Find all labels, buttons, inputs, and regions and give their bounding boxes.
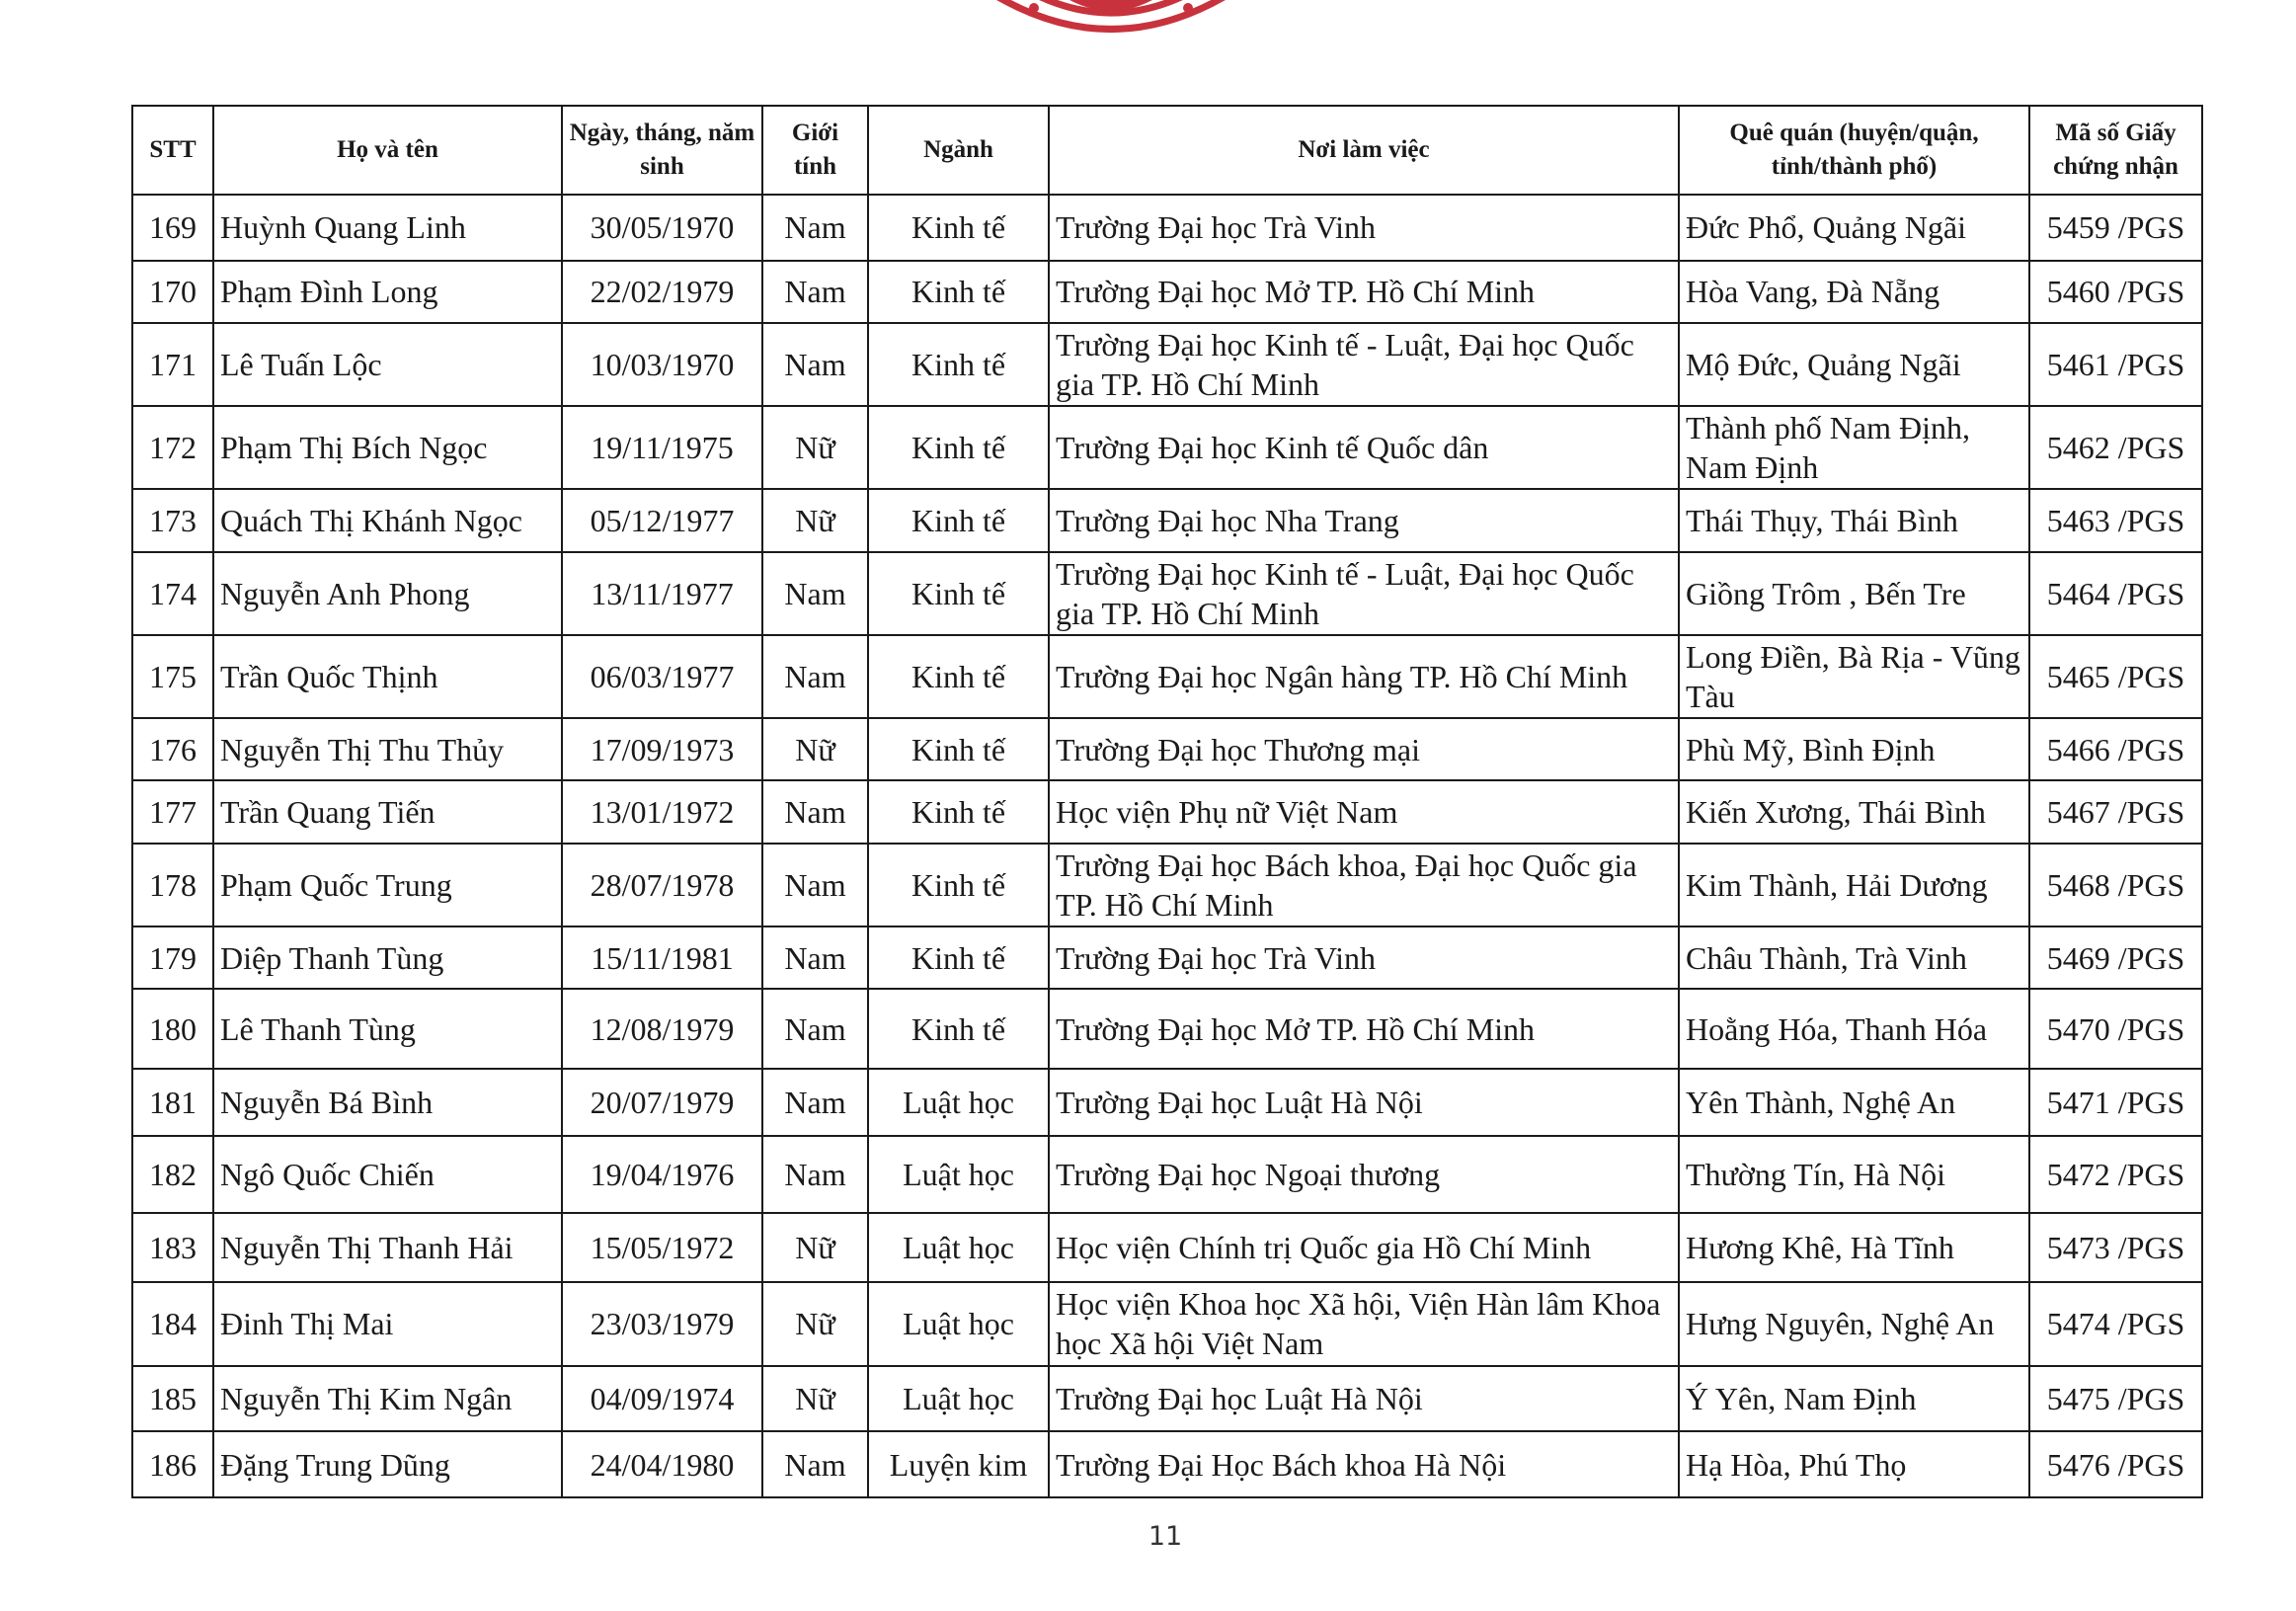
cell-gender: Nữ xyxy=(762,489,868,552)
table-row xyxy=(132,1069,2202,1136)
cell-field: Kinh tế xyxy=(868,635,1049,718)
page-number: 11 xyxy=(1148,1521,1183,1552)
cell-name: Nguyễn Thị Kim Ngân xyxy=(213,1366,562,1432)
official-seal-fragment xyxy=(963,0,1259,57)
cell-gender: Nữ xyxy=(762,1366,868,1432)
header-workplace: Nơi làm việc xyxy=(1049,106,1679,195)
cell-name: Nguyễn Anh Phong xyxy=(213,552,562,635)
cell-field: Kinh tế xyxy=(868,261,1049,324)
cell-certificate: 5474 /PGS xyxy=(2029,1282,2202,1366)
cell-stt: 172 xyxy=(132,406,213,489)
table-row xyxy=(132,1431,2202,1497)
cell-hometown: Giồng Trôm , Bến Tre xyxy=(1679,552,2029,635)
cell-field: Luật học xyxy=(868,1366,1049,1432)
cell-name: Quách Thị Khánh Ngọc xyxy=(213,489,562,552)
cell-field: Kinh tế xyxy=(868,195,1049,261)
cell-field: Kinh tế xyxy=(868,552,1049,635)
cell-stt: 170 xyxy=(132,261,213,324)
cell-certificate: 5460 /PGS xyxy=(2029,261,2202,324)
cell-field: Luật học xyxy=(868,1136,1049,1213)
table-row xyxy=(132,926,2202,990)
cell-gender: Nam xyxy=(762,1136,868,1213)
cell-stt: 185 xyxy=(132,1366,213,1432)
cell-dob: 13/01/1972 xyxy=(562,780,762,844)
cell-name: Trần Quốc Thịnh xyxy=(213,635,562,718)
cell-workplace: Trường Đại học Thương mại xyxy=(1049,718,1679,781)
cell-field: Luật học xyxy=(868,1213,1049,1282)
header-row xyxy=(132,106,2202,195)
cell-gender: Nam xyxy=(762,195,868,261)
cell-name: Nguyễn Thị Thu Thủy xyxy=(213,718,562,781)
cell-stt: 178 xyxy=(132,844,213,926)
cell-hometown: Hòa Vang, Đà Nẵng xyxy=(1679,261,2029,324)
cell-hometown: Mộ Đức, Quảng Ngãi xyxy=(1679,323,2029,406)
cell-certificate: 5475 /PGS xyxy=(2029,1366,2202,1432)
cell-certificate: 5470 /PGS xyxy=(2029,989,2202,1069)
header-hometown: Quê quán (huyện/quận, tỉnh/thành phố) xyxy=(1679,106,2029,195)
cell-hometown: Châu Thành, Trà Vinh xyxy=(1679,926,2029,990)
table-row xyxy=(132,718,2202,781)
cell-workplace: Trường Đại học Bách khoa, Đại học Quốc gia TP. Hồ Chí Minh xyxy=(1049,844,1679,926)
cell-stt: 181 xyxy=(132,1069,213,1136)
table-row xyxy=(132,989,2202,1069)
cell-field: Kinh tế xyxy=(868,926,1049,990)
cell-gender: Nam xyxy=(762,926,868,990)
cell-certificate: 5462 /PGS xyxy=(2029,406,2202,489)
cell-hometown: Long Điền, Bà Rịa - Vũng Tàu xyxy=(1679,635,2029,718)
cell-gender: Nam xyxy=(762,780,868,844)
cell-dob: 04/09/1974 xyxy=(562,1366,762,1432)
cell-hometown: Phù Mỹ, Bình Định xyxy=(1679,718,2029,781)
cell-workplace: Trường Đại Học Bách khoa Hà Nội xyxy=(1049,1431,1679,1497)
cell-dob: 22/02/1979 xyxy=(562,261,762,324)
cell-gender: Nam xyxy=(762,1431,868,1497)
cell-workplace: Trường Đại học Luật Hà Nội xyxy=(1049,1366,1679,1432)
cell-hometown: Hương Khê, Hà Tĩnh xyxy=(1679,1213,2029,1282)
cell-workplace: Trường Đại học Trà Vinh xyxy=(1049,926,1679,990)
cell-dob: 28/07/1978 xyxy=(562,844,762,926)
cell-hometown: Đức Phổ, Quảng Ngãi xyxy=(1679,195,2029,261)
cell-certificate: 5476 /PGS xyxy=(2029,1431,2202,1497)
cell-hometown: Thành phố Nam Định, Nam Định xyxy=(1679,406,2029,489)
cell-name: Nguyễn Thị Thanh Hải xyxy=(213,1213,562,1282)
cell-stt: 173 xyxy=(132,489,213,552)
cell-workplace: Trường Đại học Nha Trang xyxy=(1049,489,1679,552)
cell-workplace: Học viện Phụ nữ Việt Nam xyxy=(1049,780,1679,844)
cell-workplace: Trường Đại học Mở TP. Hồ Chí Minh xyxy=(1049,989,1679,1069)
cell-workplace: Trường Đại học Kinh tế - Luật, Đại học Quốc gia TP. Hồ Chí Minh xyxy=(1049,552,1679,635)
header-certificate: Mã số Giấy chứng nhận xyxy=(2029,106,2202,195)
header-stt: STT xyxy=(132,106,213,195)
cell-workplace: Trường Đại học Kinh tế Quốc dân xyxy=(1049,406,1679,489)
cell-dob: 19/04/1976 xyxy=(562,1136,762,1213)
cell-workplace: Trường Đại học Trà Vinh xyxy=(1049,195,1679,261)
cell-gender: Nữ xyxy=(762,718,868,781)
cell-gender: Nam xyxy=(762,989,868,1069)
table-row xyxy=(132,1213,2202,1282)
cell-dob: 13/11/1977 xyxy=(562,552,762,635)
cell-field: Kinh tế xyxy=(868,780,1049,844)
cell-name: Đặng Trung Dũng xyxy=(213,1431,562,1497)
table-row xyxy=(132,635,2202,718)
cell-name: Trần Quang Tiến xyxy=(213,780,562,844)
cell-field: Kinh tế xyxy=(868,844,1049,926)
cell-certificate: 5471 /PGS xyxy=(2029,1069,2202,1136)
cell-name: Đinh Thị Mai xyxy=(213,1282,562,1366)
cell-hometown: Ý Yên, Nam Định xyxy=(1679,1366,2029,1432)
cell-certificate: 5466 /PGS xyxy=(2029,718,2202,781)
cell-name: Phạm Đình Long xyxy=(213,261,562,324)
cell-name: Lê Tuấn Lộc xyxy=(213,323,562,406)
cell-field: Luật học xyxy=(868,1069,1049,1136)
cell-field: Luật học xyxy=(868,1282,1049,1366)
cell-stt: 186 xyxy=(132,1431,213,1497)
cell-stt: 176 xyxy=(132,718,213,781)
cell-workplace: Học viện Chính trị Quốc gia Hồ Chí Minh xyxy=(1049,1213,1679,1282)
table-row xyxy=(132,323,2202,406)
header-gender: Giới tính xyxy=(762,106,868,195)
cell-certificate: 5463 /PGS xyxy=(2029,489,2202,552)
cell-hometown: Thường Tín, Hà Nội xyxy=(1679,1136,2029,1213)
table-row xyxy=(132,406,2202,489)
cell-field: Kinh tế xyxy=(868,718,1049,781)
cell-dob: 24/04/1980 xyxy=(562,1431,762,1497)
cell-certificate: 5464 /PGS xyxy=(2029,552,2202,635)
cell-field: Kinh tế xyxy=(868,323,1049,406)
cell-hometown: Hưng Nguyên, Nghệ An xyxy=(1679,1282,2029,1366)
cell-field: Kinh tế xyxy=(868,489,1049,552)
cell-dob: 17/09/1973 xyxy=(562,718,762,781)
cell-stt: 184 xyxy=(132,1282,213,1366)
header-name: Họ và tên xyxy=(213,106,562,195)
cell-dob: 15/11/1981 xyxy=(562,926,762,990)
cell-field: Kinh tế xyxy=(868,406,1049,489)
cell-workplace: Trường Đại học Kinh tế - Luật, Đại học Quốc gia TP. Hồ Chí Minh xyxy=(1049,323,1679,406)
cell-name: Nguyễn Bá Bình xyxy=(213,1069,562,1136)
cell-dob: 06/03/1977 xyxy=(562,635,762,718)
cell-name: Phạm Thị Bích Ngọc xyxy=(213,406,562,489)
cell-stt: 171 xyxy=(132,323,213,406)
cell-hometown: Hạ Hòa, Phú Thọ xyxy=(1679,1431,2029,1497)
cell-hometown: Hoằng Hóa, Thanh Hóa xyxy=(1679,989,2029,1069)
cell-hometown: Thái Thụy, Thái Bình xyxy=(1679,489,2029,552)
cell-stt: 177 xyxy=(132,780,213,844)
cell-hometown: Kim Thành, Hải Dương xyxy=(1679,844,2029,926)
cell-field: Luyện kim xyxy=(868,1431,1049,1497)
cell-gender: Nam xyxy=(762,1069,868,1136)
cell-certificate: 5459 /PGS xyxy=(2029,195,2202,261)
cell-name: Phạm Quốc Trung xyxy=(213,844,562,926)
cell-certificate: 5461 /PGS xyxy=(2029,323,2202,406)
cell-gender: Nữ xyxy=(762,1213,868,1282)
cell-gender: Nam xyxy=(762,552,868,635)
cell-gender: Nam xyxy=(762,261,868,324)
cell-dob: 19/11/1975 xyxy=(562,406,762,489)
cell-hometown: Yên Thành, Nghệ An xyxy=(1679,1069,2029,1136)
cell-certificate: 5467 /PGS xyxy=(2029,780,2202,844)
cell-gender: Nam xyxy=(762,844,868,926)
cell-stt: 174 xyxy=(132,552,213,635)
cell-gender: Nữ xyxy=(762,1282,868,1366)
table-row xyxy=(132,552,2202,635)
cell-certificate: 5469 /PGS xyxy=(2029,926,2202,990)
cell-stt: 182 xyxy=(132,1136,213,1213)
cell-dob: 05/12/1977 xyxy=(562,489,762,552)
header-dob: Ngày, tháng, năm sinh xyxy=(562,106,762,195)
cell-workplace: Trường Đại học Ngoại thương xyxy=(1049,1136,1679,1213)
cell-gender: Nam xyxy=(762,635,868,718)
cell-certificate: 5465 /PGS xyxy=(2029,635,2202,718)
cell-gender: Nữ xyxy=(762,406,868,489)
table-row xyxy=(132,844,2202,926)
cell-name: Diệp Thanh Tùng xyxy=(213,926,562,990)
cell-dob: 12/08/1979 xyxy=(562,989,762,1069)
table-row xyxy=(132,261,2202,324)
cell-name: Lê Thanh Tùng xyxy=(213,989,562,1069)
cell-name: Huỳnh Quang Linh xyxy=(213,195,562,261)
cell-field: Kinh tế xyxy=(868,989,1049,1069)
table-row xyxy=(132,1366,2202,1432)
cell-workplace: Học viện Khoa học Xã hội, Viện Hàn lâm Khoa học Xã hội Việt Nam xyxy=(1049,1282,1679,1366)
table-row xyxy=(132,1136,2202,1213)
cell-stt: 183 xyxy=(132,1213,213,1282)
table-row xyxy=(132,195,2202,261)
cell-dob: 10/03/1970 xyxy=(562,323,762,406)
cell-dob: 23/03/1979 xyxy=(562,1282,762,1366)
cell-certificate: 5473 /PGS xyxy=(2029,1213,2202,1282)
cell-stt: 169 xyxy=(132,195,213,261)
cell-gender: Nam xyxy=(762,323,868,406)
table-row xyxy=(132,1282,2202,1366)
header-field: Ngành xyxy=(868,106,1049,195)
table-row xyxy=(132,780,2202,844)
cell-dob: 20/07/1979 xyxy=(562,1069,762,1136)
cell-workplace: Trường Đại học Mở TP. Hồ Chí Minh xyxy=(1049,261,1679,324)
cell-stt: 179 xyxy=(132,926,213,990)
cell-workplace: Trường Đại học Ngân hàng TP. Hồ Chí Minh xyxy=(1049,635,1679,718)
certificate-table xyxy=(131,105,2203,1498)
cell-certificate: 5468 /PGS xyxy=(2029,844,2202,926)
cell-hometown: Kiến Xương, Thái Bình xyxy=(1679,780,2029,844)
table-row xyxy=(132,489,2202,552)
cell-name: Ngô Quốc Chiến xyxy=(213,1136,562,1213)
cell-certificate: 5472 /PGS xyxy=(2029,1136,2202,1213)
cell-stt: 175 xyxy=(132,635,213,718)
cell-stt: 180 xyxy=(132,989,213,1069)
cell-workplace: Trường Đại học Luật Hà Nội xyxy=(1049,1069,1679,1136)
cell-dob: 30/05/1970 xyxy=(562,195,762,261)
cell-dob: 15/05/1972 xyxy=(562,1213,762,1282)
